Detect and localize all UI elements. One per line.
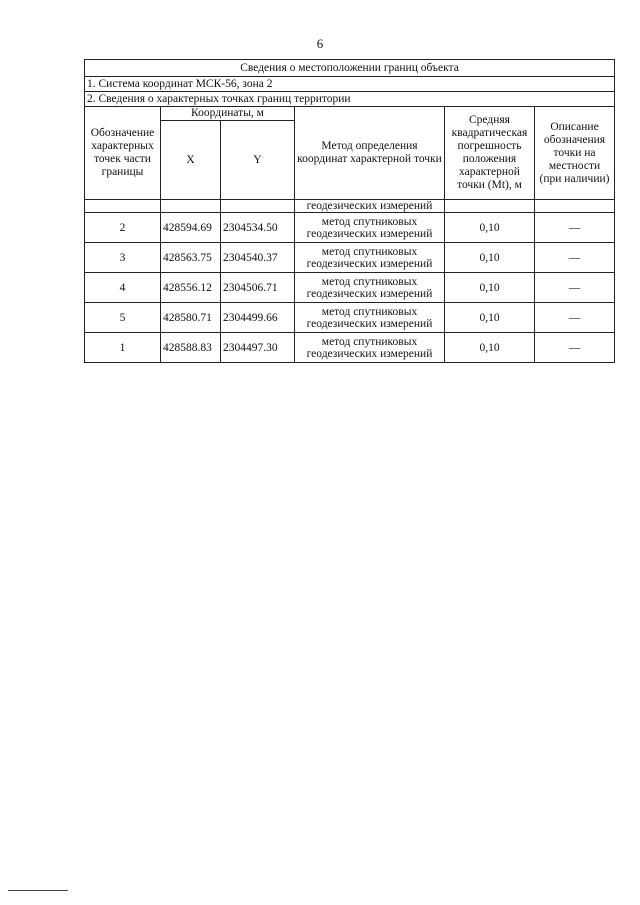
coord-x: 428563.75	[161, 243, 221, 273]
coord-y: 2304497.30	[221, 333, 295, 363]
coord-y: 2304499.66	[221, 303, 295, 333]
description: —	[535, 333, 615, 363]
continuation-row	[85, 200, 615, 213]
description: —	[535, 303, 615, 333]
section-heading: 2. Сведения о характерных точках границ территории	[85, 92, 615, 107]
header-x: X	[161, 121, 221, 200]
point-id: 4	[85, 273, 161, 303]
coordinate-system: 1. Система координат МСК-56, зона 2	[85, 77, 615, 92]
method: метод спутниковых геодезических измерений	[295, 273, 445, 303]
method: метод спутниковых геодезических измерений	[295, 213, 445, 243]
table-row	[85, 213, 615, 243]
error-value: 0,10	[445, 213, 535, 243]
header-y: Y	[221, 121, 295, 200]
method: метод спутниковых геодезических измерений	[295, 303, 445, 333]
header-method: Метод определения координат характерной точки	[295, 107, 445, 200]
table-row	[85, 303, 615, 333]
coord-y: 2304534.50	[221, 213, 295, 243]
point-id: 5	[85, 303, 161, 333]
method: метод спутниковых геодезических измерений	[295, 243, 445, 273]
table-row	[85, 243, 615, 273]
coord-x: 428594.69	[161, 213, 221, 243]
error-value: 0,10	[445, 333, 535, 363]
error-value: 0,10	[445, 273, 535, 303]
header-coordinates: Координаты, м	[161, 107, 295, 121]
description: —	[535, 273, 615, 303]
coord-x: 428556.12	[161, 273, 221, 303]
table-row	[85, 333, 615, 363]
table-row	[85, 273, 615, 303]
point-id: 2	[85, 213, 161, 243]
coord-y: 2304540.37	[221, 243, 295, 273]
point-id: 1	[85, 333, 161, 363]
point-id: 3	[85, 243, 161, 273]
header-description: Описание обозначения точки на местности (при наличии)	[535, 107, 615, 200]
header-error: Средняя квадратическая погрешность положения характерной точки (Мt), м	[445, 107, 535, 200]
coord-x: 428588.83	[161, 333, 221, 363]
error-value: 0,10	[445, 303, 535, 333]
description: —	[535, 243, 615, 273]
description: —	[535, 213, 615, 243]
continuation-text: геодезических измерений	[295, 200, 445, 213]
coord-x: 428580.71	[161, 303, 221, 333]
header-point-label: Обозначение характерных точек части границы	[85, 107, 161, 200]
page-number: 6	[316, 36, 324, 51]
boundary-table	[84, 59, 615, 363]
method: метод спутниковых геодезических измерений	[295, 333, 445, 363]
coord-y: 2304506.71	[221, 273, 295, 303]
table-title: Сведения о местоположении границ объекта	[85, 60, 615, 77]
error-value: 0,10	[445, 243, 535, 273]
footer-rule	[8, 890, 68, 891]
